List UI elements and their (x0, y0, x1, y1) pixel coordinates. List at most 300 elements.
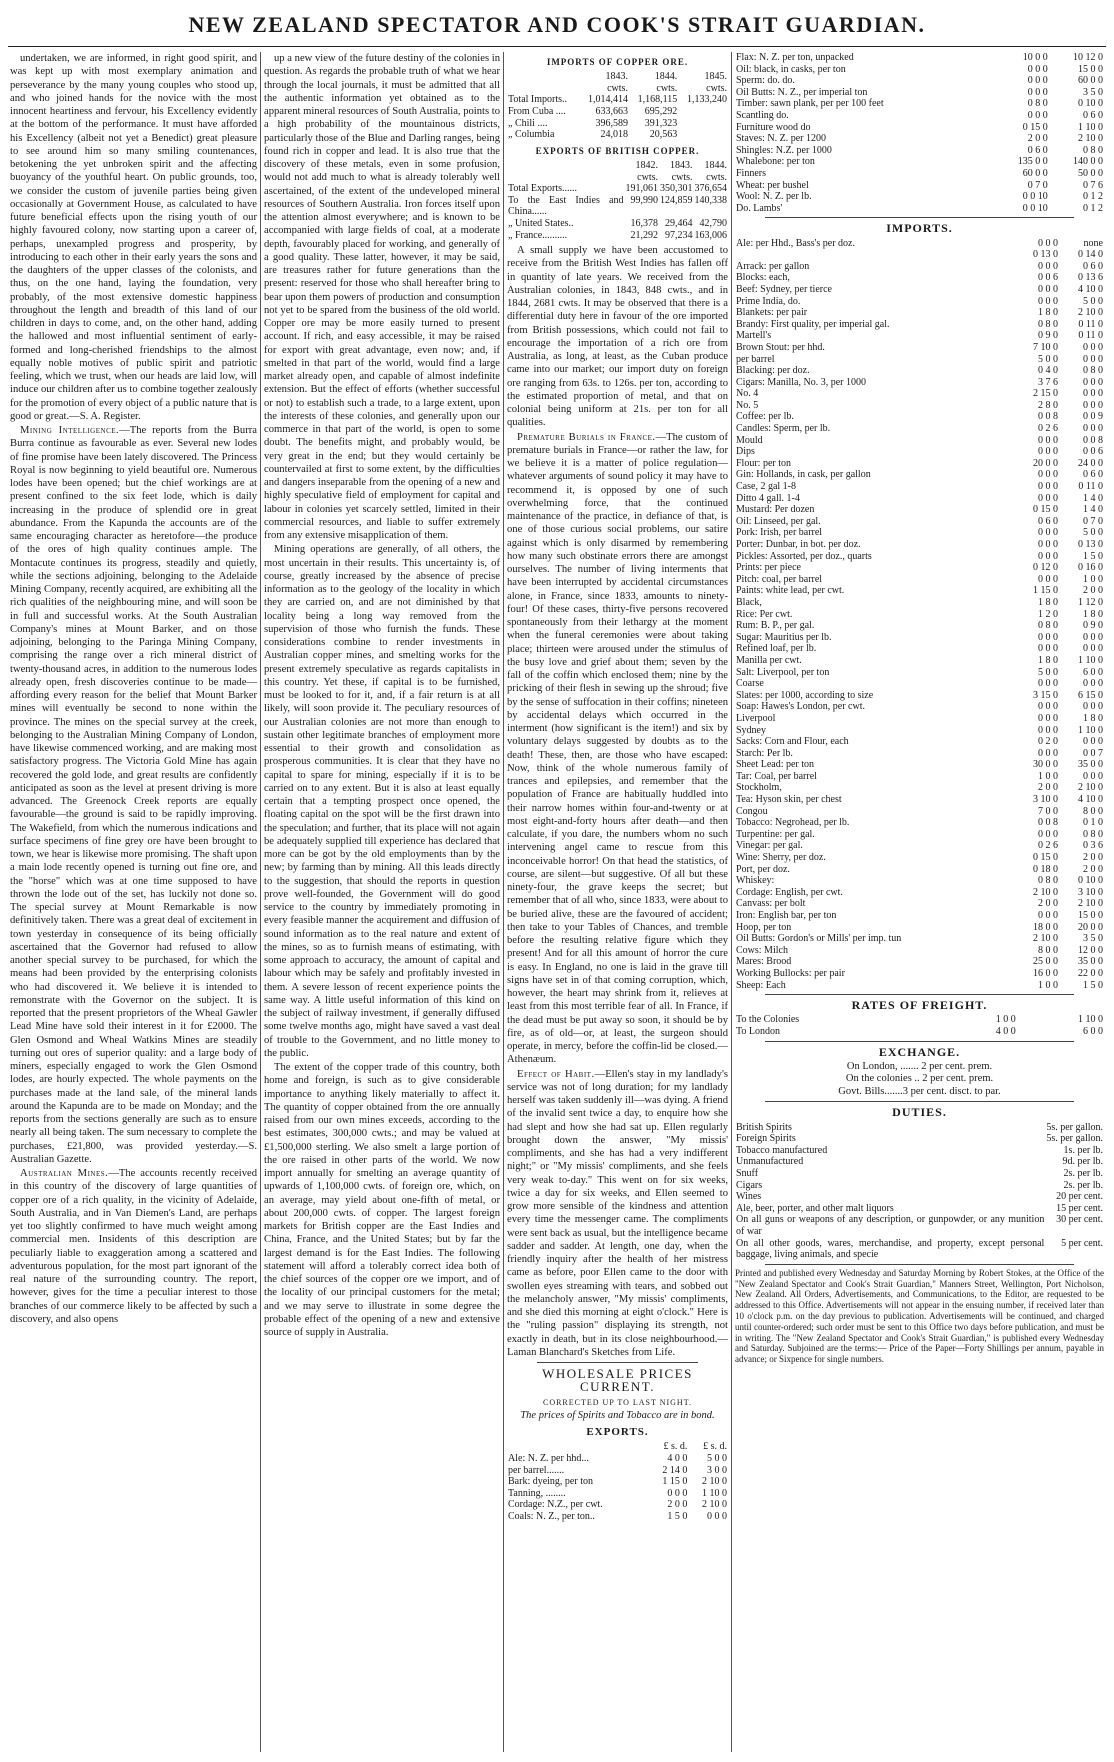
value-cell: 4 0 0 (995, 1026, 1016, 1037)
article-heading: Premature Burials in France. (517, 431, 656, 443)
value-cell: 2 8 0 (1037, 399, 1058, 411)
row-label: per barrel....... (508, 1464, 565, 1476)
row-label (735, 249, 1014, 261)
value-cell: 50 0 0 (1078, 167, 1103, 179)
row-label: Snuff (736, 1167, 759, 1179)
section-separator (765, 217, 1074, 218)
row-label: To London (736, 1026, 781, 1037)
value-cell: 0 0 0 (1037, 747, 1058, 759)
imprint-notice: Printed and published every Wednesday and Saturday Morning by Robert Stokes, at the Office of the "New Zealand Spectator and Cook's Strait Guardian," Manners Street, Wellington, Port Nicholson, New Zealand. All Orders, Advertisements, and Communications, to the Editor, are requested to be addressed to this Office. Advertisements will not appear in the ensuing number, if received later than 10 o'clock p.m. on the day previous to publication. Advertisements will be continued, and charged until counter-ordered; such order must be sent to this Office two days before publication, and must be in writing. The "New Zealand Spectator and Cook's Strait Guardian," is published every Wednesday and Saturday. Subjoined are the terms:— Price of the Paper—Forty Shillings per annum, payable in advance; or Sixpence for single numbers. (735, 1267, 1104, 1365)
column-header: £ s. d. (663, 1441, 688, 1453)
value-cell: 135 0 0 (1017, 156, 1048, 168)
value-cell: 163,006 (694, 229, 727, 241)
value-cell: 4 10 0 (1078, 794, 1103, 806)
value-cell: 4 10 0 (1078, 283, 1103, 295)
table-row (507, 1499, 728, 1511)
row-label: Dips (736, 446, 755, 458)
value-cell: none (1083, 237, 1103, 249)
table-row (507, 129, 728, 141)
value-cell: 24,018 (600, 129, 628, 141)
imports-heading: IMPORTS. (886, 221, 953, 236)
value-cell: 21,292 (630, 229, 658, 241)
row-label: Porter: Dunbar, in bot. per doz. (736, 539, 861, 550)
column-divider (731, 52, 732, 1752)
value-cell: 1 4 0 (1083, 504, 1103, 516)
value-cell: 0 8 0 (1027, 98, 1048, 110)
table-row (735, 956, 1104, 968)
row-label: Brown Stout: per hhd. (736, 341, 825, 353)
row-label: Starch: Per lb. (736, 747, 793, 759)
value-cell: 0 0 0 (1083, 388, 1103, 400)
value-cell: 35 0 0 (1078, 759, 1103, 771)
value-cell: 3 5 0 (1083, 933, 1103, 945)
copper-imports-table (507, 71, 728, 141)
article-paragraph: Mining operations are generally, of all others, the most uncertain in their results. This uncertainty is, of course, greatly increased by the absence of precise information as to the geology of the locality in which they are carried on, and are not diminished by that locality being a long way removed from the supervision of those who furnish the funds. These considerations combine to render investments in Australian copper mines, and smelting works for the present extremely speculative as regards capitalists in this country. Yet these, if capital is to be furnished, must be looked to for it, and, if a fair return is at all likely, will soon provide it. The peculiary resources of our Australian colonies are not more than enough to sustain other legitimate branches of employment more essential to their growth and consolidation as prosperous communities. It is clear that they have no capital to spare for mining, especially if it is to be carried on to any extent. But it is also at least equally certain that a tempting prospect once opened, the floating capital on the spot will be the first drawn into the speculation; and further, that its place will not again be adequately supplied till experience has declared that more can be got by the old employments than by the new; by farming than by mining. All this leads directly to the suggestion, that should the reports in question prove well-founded, the Government will do good service to the country by immediately promoting in every feasible manner the acquirement and diffusion of sound information as to the real nature and extent of the mines, so as to furnish means of estimating, with some approach to accuracy, the amount of capital and labour which may be safely and profitably invested in them. A severe lesson of recent experience points the same way. A little useful information of this kind on the subject of railway investment, if generally diffused some twelve months ago, might have saved a vast deal of trouble to the Government, and no little money to the public. (264, 544, 500, 1059)
row-label: Liverpool (736, 712, 776, 724)
value-cell: 12 0 0 (1078, 944, 1103, 956)
article-mining-intelligence (10, 424, 257, 1166)
article-heading: Mining Intelligence. (20, 425, 120, 436)
value-cell (678, 129, 728, 141)
table-row (735, 354, 1104, 366)
column-3 (507, 52, 728, 1523)
value-cell: 0 0 7 (1083, 747, 1103, 759)
table-row (507, 1511, 728, 1523)
value-cell: 1 0 0 (995, 1014, 1016, 1026)
value-cell: 0 0 0 (1037, 573, 1058, 585)
table-row (735, 249, 1104, 261)
value-cell: 0 8 0 (1037, 318, 1058, 330)
value-cell: 2 0 0 (1037, 782, 1058, 794)
row-label: Sacks: Corn and Flour, each (736, 736, 849, 748)
row-label: Ditto 4 gall. 1-4 (736, 492, 800, 504)
value-cell: 0 4 0 (1037, 365, 1058, 377)
year-cell: 1844. (654, 71, 678, 83)
exchange-row: Govt. Bills.......3 per cent. disct. to par. (838, 1085, 1001, 1097)
table-row (735, 887, 1104, 899)
table-row (735, 609, 1104, 621)
value-cell: 3 5 0 (1083, 86, 1103, 98)
table-row (735, 75, 1104, 87)
table-row (735, 1214, 1104, 1237)
row-label: „ France.......... (508, 229, 568, 241)
value-cell: 2 0 0 (1027, 133, 1048, 145)
article-heading: Australian Mines. (20, 1168, 109, 1179)
table-row (735, 782, 1104, 794)
table-row (735, 87, 1104, 99)
table-row (735, 585, 1104, 597)
row-label: Prints: per piece (736, 562, 801, 574)
row-label: Soap: Hawes's London, per cwt. (736, 701, 865, 713)
table-row (735, 910, 1104, 922)
table-row (735, 122, 1104, 134)
value-cell: 0 7 6 (1083, 179, 1103, 191)
table-row (735, 562, 1104, 574)
value-cell: 0 0 0 (1037, 643, 1058, 655)
table-row (735, 945, 1104, 957)
table-row (735, 411, 1104, 423)
value-cell: 5 per cent. (1061, 1237, 1103, 1249)
row-label: Arrack: per gallon (736, 260, 810, 272)
value-cell: 391,323 (644, 117, 678, 129)
row-label: Stockholm, (736, 782, 782, 794)
row-label: Iron: English bar, per ton (736, 910, 837, 921)
value-cell: 0 16 0 (1078, 562, 1103, 574)
table-row (735, 435, 1104, 447)
imports-prices-table (735, 238, 1104, 992)
unit-cell: cwts. (706, 82, 727, 94)
value-cell: 0 11 0 (1078, 481, 1103, 493)
row-label: Oil: Linseed, per gal. (736, 515, 821, 527)
row-label: Cordage: English, per cwt. (736, 886, 843, 898)
value-cell: 3 15 0 (1032, 689, 1058, 701)
value-cell: 1 15 0 (1032, 585, 1058, 597)
row-label: Pork: Irish, per barrel (736, 527, 823, 539)
row-label: Ale: per Hhd., Bass's per doz. (736, 237, 855, 249)
table-row (735, 771, 1104, 783)
table-row (735, 655, 1104, 667)
row-label: Tobacco: Negrohead, per lb. (736, 817, 850, 829)
table-row (735, 620, 1104, 632)
value-cell: 8 0 0 (1037, 944, 1058, 956)
table-row (507, 218, 728, 230)
table-row (735, 261, 1104, 273)
value-cell: 0 10 0 (1078, 98, 1103, 110)
row-label: Timber: sawn plank, per per 100 feet (736, 98, 884, 110)
row-label: Mares: Brood (736, 956, 792, 968)
value-cell: 0 0 0 (1037, 237, 1058, 249)
value-cell: 0 11 0 (1078, 330, 1103, 342)
table-row (507, 1476, 728, 1488)
value-cell: 1 0 0 (1037, 770, 1058, 782)
article-juvenile-party: undertaken, we are informed, in right good spirit, and was kept up with most exemplary animation and perseverance by the many young couples who stood up, and who joined hands for the novice with the most innocent heartiness and fervour, his Excellency evidently at the bottom of the performance. It must have afforded his Excellency (albeit not yet a Benedict) great pleasure to see around him so many smiling countenances, betokening the yet unbroken spirit and the affecting buoyancy of the youthful heart. On public grounds, too, we consider the custom of juvenile parties being given occasionally at Government House, as calculated to have future beneficial effects upon the rising youth of our highly favoured colony, now starting upon a career of, perhaps, unexampled progress and prosperity, by introducing to each other in their early years the sons and the daughters of the upper classes of the colonists, and thus, on the one hand, laying the foundation, very probably, of the most extensive domestic happiness throughout the length and breadth of this land of our children in days to come, and, on the other hand, adding the hallowed and most influential sentiment of early-formed and long-cherished friendships to the almost equally noble motives of public spirit and patriotic feeling, which we trust, when our heads are laid low, will induce our children after us to combine together zealously for the promotion of every object of a public nature that is good or great.—S. A. Register. (10, 53, 257, 422)
row-label: Port, per doz. (736, 863, 790, 875)
value-cell: 0 0 0 (1037, 527, 1058, 539)
value-cell: 25 0 0 (1032, 956, 1058, 968)
table-row (735, 284, 1104, 296)
prices-current-note: The prices of Spirits and Tobacco are in bond. (520, 1409, 715, 1421)
article-body: —The accounts recently received in this country of the discovery of large quantities of copper ore of a rich quality, in the vicinity of Adelaide, South Australia, and in Van Diemen's Land, are perhaps yet too slightly confirmed to have much weight among commercial men. Insidents of this description are peculiarly liable to exaggeration among a scattered and adventurous population, for the most part ignorant of the real nature of the surrounding country. The report, however, gives for the time a peculiar interest to those branches of our commerce likely to be affected by such a discovery, and also opens (10, 1168, 257, 1325)
table-row (735, 272, 1104, 284)
prices-current-subtitle: CORRECTED UP TO LAST NIGHT. (542, 1397, 692, 1407)
value-cell: 0 0 0 (1027, 109, 1048, 121)
value-cell: 0 0 0 (1037, 701, 1058, 713)
value-cell: 0 6 0 (1083, 260, 1103, 272)
value-cell: 5 0 0 (707, 1453, 727, 1465)
value-cell: 0 0 0 (1027, 86, 1048, 98)
value-cell: 22 0 0 (1078, 967, 1103, 979)
row-label: Mustard: Per dozen (736, 504, 815, 516)
row-label: Black, (736, 596, 762, 608)
value-cell: 3 10 0 (1032, 794, 1058, 806)
unit-cell: cwts. (671, 171, 693, 183)
value-cell: 0 0 0 (1083, 678, 1103, 690)
row-label: Cows: Milch (736, 944, 788, 956)
value-cell: 0 0 0 (1083, 376, 1103, 388)
value-cell: 0 1 2 (1083, 202, 1103, 214)
table-row (735, 388, 1104, 400)
value-cell: 20 0 0 (1078, 921, 1103, 933)
table-row (735, 493, 1104, 505)
row-label: Oil: black, in casks, per ton (736, 63, 846, 75)
value-cell: 0 8 0 (1083, 828, 1103, 840)
value-cell: 0 0 0 (1037, 712, 1058, 724)
table-row (735, 307, 1104, 319)
row-label: Hoop, per ton (736, 921, 792, 933)
table-row (735, 98, 1104, 110)
table-row (735, 423, 1104, 435)
row-label: Total Exports...... (508, 183, 578, 195)
value-cell: 0 6 0 (1037, 515, 1058, 527)
section-separator (537, 1362, 698, 1363)
row-label: Case, 2 gal 1-8 (736, 481, 796, 493)
duties-heading: DUTIES. (892, 1105, 947, 1120)
row-label: Whalebone: per ton (736, 156, 815, 168)
value-cell: 0 0 0 (1083, 423, 1103, 435)
value-cell: 0 1 0 (1083, 817, 1103, 829)
exchange-row: On the colonies .. 2 per cent. prem. (845, 1073, 994, 1085)
row-label: To the East Indies and China...... (508, 194, 624, 218)
value-cell: 0 3 6 (1083, 840, 1103, 852)
table-row (735, 701, 1104, 713)
table-row (735, 377, 1104, 389)
value-cell: 0 0 0 (1037, 492, 1058, 504)
unit-cell: cwts. (706, 171, 727, 183)
row-label: Scantling do. (736, 109, 789, 121)
row-label: Wool: N. Z. per lb. (736, 191, 812, 203)
table-row (507, 106, 728, 118)
value-cell: 0 0 0 (1083, 736, 1103, 748)
value-cell: 10 0 0 (1022, 52, 1048, 63)
column-4 (735, 52, 1104, 1365)
unit-cell: cwts. (656, 82, 678, 94)
value-cell: 3 0 0 (707, 1464, 727, 1476)
section-separator (765, 1264, 1074, 1265)
table-row (735, 980, 1104, 992)
table-row (735, 1014, 1104, 1026)
value-cell: 0 0 0 (1037, 481, 1058, 493)
table-row (507, 1453, 728, 1465)
article-effect-of-habit (507, 1068, 728, 1360)
value-cell: 2 14 0 (662, 1464, 688, 1476)
article-premature-burials (507, 431, 728, 1067)
value-cell: 0 0 0 (1037, 434, 1058, 446)
value-cell: 1,168,115 (637, 94, 678, 106)
table-row (735, 551, 1104, 563)
value-cell: 0 0 0 (1037, 550, 1058, 562)
value-cell: 376,654 (694, 183, 727, 195)
value-cell (678, 118, 728, 130)
row-label: Turpentine: per gal. (736, 828, 815, 840)
value-cell: 2 10 0 (702, 1476, 727, 1488)
year-cell: 1843. (670, 160, 693, 172)
value-cell: 0 0 0 (1027, 63, 1048, 75)
value-cell: 0 2 6 (1037, 840, 1058, 852)
row-label: Cigars: Manilla, No. 3, per 1000 (736, 376, 866, 388)
table-header-row (507, 160, 728, 172)
row-label: Prime India, do. (736, 295, 801, 307)
article-body: —The reports from the Burra Burra continue as favourable as ever. Several new lodes of fine promise have been lately discovered. The Princess Royal is now beginning to yield beautiful ore. Numerous lodes have been opened; but the chief workings are at present confined to the six feet lode, which is daily increasing in the produce of splendid ore in great abundance. From the Kapunda the accounts are of the same encouraging character as heretofore—the produce of the ores of high quality continues ample. The Montacute continues its progress, steadily and quietly, while the sections adjoining, belonging to the Adelaide Mining Company, recently acquired, are exhibiting all the rich qualities of the neighbouring mine, and will soon be in full and successful works. At the South Australian Company's mines at Mount Barker, and on those adjoining, belonging to the Paringa Mining Company, comprising the range over a rich mineral district of twenty-thousand acres, in addition to the numerous lodes already open, fresh discoveries continue to be made—affording every reason for the belief that Mount Barker mines will eventually be second to none within the province. The mines on the special survey at the creek, belonging to the Australian Mining Company of London, have likewise commenced working, and are making most satisfactory progress. The Victoria Gold Mine has again recovered the gold lode, and great results are confidently anticipated as soon as the level at present driving is more advanced. The Greenock Creek reports are equally favourable—the ground is said to be rapidly improving. The Wakefield, from which the numerous indications and surface specimens of fine grey ore have been brought to town, we hear is likewise more promising. The shaft upon a main lode recently opened is turning out fine ore, and the "horse" which was at one time supposed to have thrown the lode out of the set, has luckily not done so. The special survey at Mount Remarkable is now definitively taken. There was a great deal of excitement in town yesterday in consequence of its being officially ascertained that the Governor had refused to allow another special survey to be purchased, for which the means had been provided by the enterprising colonists who had discovered it. We believe it is intended to remonstrate with the Governor on the subject. It is reported that the present proprietors of the Wheal Gawler Lead Mine have sold their interest in it for £2000. The Glen Osmond and Wheal Watkins Mines are steadily turning out ores of superior quality: and a large body of miners, especially engaged to work the Glen Osmond lodes, are hourly expected. The whole payments on the purchases made at the land sale, of the mineral lands around the Kapunda are to be made on Monday; and the reports from the sections generally are such as to ensure nearly all being taken. The sum necessary to complete the purchases, £21,800, was provided yesterday.—S. Australian Gazette. (10, 425, 257, 1165)
value-cell: 60 0 0 (1022, 167, 1048, 179)
table-row (735, 516, 1104, 528)
value-cell: 695,292 (644, 106, 678, 118)
table-row (735, 191, 1104, 203)
value-cell: 0 0 0 (1037, 724, 1058, 736)
row-label: Ale, beer, porter, and other malt liquors (736, 1202, 894, 1214)
value-cell: 15 0 0 (1078, 910, 1103, 921)
year-cell: 1842. (635, 160, 658, 172)
table-row (735, 110, 1104, 122)
value-cell: 2 0 0 (1083, 852, 1103, 864)
value-cell: 29,464 (665, 218, 693, 230)
table-row (735, 725, 1104, 737)
row-label: Tobacco manufactured (736, 1144, 828, 1156)
value-cell: 6 15 0 (1078, 689, 1103, 701)
row-label: Do. Lambs' (736, 202, 783, 214)
table-row (735, 817, 1104, 829)
row-label: Tanning, ........ (508, 1487, 566, 1499)
value-cell: 0 18 0 (1032, 863, 1058, 875)
value-cell: 1 8 0 (1037, 654, 1058, 666)
table-row (735, 1180, 1104, 1192)
value-cell: 0 0 9 (1083, 411, 1103, 423)
newspaper-title: NEW ZEALAND SPECTATOR AND COOK'S STRAIT GUARDIAN. (188, 12, 926, 37)
value-cell: 0 0 0 (1037, 446, 1058, 458)
table-row (735, 933, 1104, 945)
table-row (735, 759, 1104, 771)
value-cell: 20,563 (649, 129, 678, 141)
row-label: No. 5 (736, 399, 759, 411)
value-cell: 2 0 0 (667, 1499, 688, 1511)
row-label: „ United States.. (508, 218, 574, 230)
value-cell: 9d. per lb. (1062, 1156, 1103, 1168)
value-cell: 42,790 (699, 218, 727, 230)
value-cell: 1 10 0 (1078, 121, 1103, 133)
value-cell: 1,133,240 (687, 94, 727, 106)
row-label: Furniture wood do (736, 121, 811, 133)
value-cell: 1 8 0 (1083, 712, 1103, 724)
table-row (735, 1203, 1104, 1215)
row-label: Blocks: each, (736, 272, 790, 284)
table-header-row (507, 71, 728, 83)
table-row (735, 748, 1104, 760)
value-cell: 0 0 6 (1083, 446, 1103, 458)
value-cell: 0 13 0 (1078, 539, 1103, 550)
year-cell: 1843. (605, 71, 628, 83)
table-row (507, 1488, 728, 1500)
value-cell: 0 6 0 (1027, 144, 1048, 156)
value-cell: 2 0 0 (1037, 898, 1058, 910)
exchange-heading: EXCHANGE. (878, 1044, 961, 1059)
value-cell: 0 0 0 (1083, 701, 1103, 713)
row-label: Finners (736, 167, 766, 179)
value-cell: 0 8 0 (1083, 144, 1103, 156)
duties-table (735, 1122, 1104, 1261)
table-row (735, 1145, 1104, 1157)
table-row (735, 852, 1104, 864)
value-cell: 2 10 0 (1078, 782, 1103, 794)
row-label: per barrel (736, 353, 775, 365)
value-cell: 2 15 0 (1032, 388, 1058, 400)
year-cell: 1845. (704, 71, 727, 83)
value-cell: 0 0 0 (1037, 631, 1058, 643)
row-label: Unmanufactured (736, 1156, 804, 1168)
table-unit-row (507, 172, 728, 184)
value-cell: 2s. per lb. (1063, 1179, 1103, 1191)
value-cell: 124,859 (660, 194, 693, 206)
value-cell: 0 6 0 (1083, 469, 1103, 481)
value-cell: 1,014,414 (587, 94, 628, 106)
table-row (735, 678, 1104, 690)
row-label: Sperm: do. do. (736, 75, 795, 87)
value-cell: 0 0 0 (1037, 295, 1058, 307)
value-cell: 0 0 0 (1037, 910, 1058, 921)
article-paragraph: A small supply we have been accustomed to receive from the British West Indies has fallen off in quantity of late years. We received from the Australian colonies, in 1843, 848 cwts., and in 1844, 2681 cwts. It may be observed that there is a differential duty here in favour of the ore imported from British possessions, which could not fail to encourage the importation of a rich ore from Australia, as long, at least, as the Cuban produce came into our market; our import duty on foreign ore ranging from 63s. to 126s. per ton, according to the estimated proportion of metal, and that on colonial being uniform at 21s. per ton for all qualities. (507, 245, 728, 429)
table-unit-row (507, 83, 728, 95)
table-row (735, 342, 1104, 354)
value-cell: 0 0 0 (707, 1511, 727, 1523)
value-cell: 0 11 0 (1078, 318, 1103, 330)
value-cell: 350,301 (660, 183, 693, 195)
value-cell: 18 0 0 (1032, 921, 1058, 933)
table-row (507, 230, 728, 242)
row-label: Vinegar: per gal. (736, 840, 803, 852)
value-cell: 0 0 0 (1037, 469, 1058, 481)
article-body: —Ellen's stay in my landlady's service was not of long duration; for my landlady herself was taken suddenly ill—was dying. A friend of the invalid sent twice a day, to enquire how she had slept and how she had sat up. Ellen regularly brought down the answer, "My missis' compliments, and she has had a very indifferent night;" or "My missis' compliments, and she feels very weak to-day." This went on for six weeks, twice a day for six weeks, and Ellen seemed to grow more sensible of the kindness and attention every time the messenger came. The compliments were sent back as usual, but the intelligence became sadder and sadder. At length, one day, when the friendly inquiry after the health of her mistress came as before, poor Ellen came to the door with swollen eyes streaming with tears, and sobbed out the melancholy answer, "My missis' compliments, and she died this morning at eight o'clock." Here is the "ruling passion" displaying its strength, not exactly in death, but in its close neighbourhood.—Laman Blanchard's Sketches from Life. (507, 1068, 728, 1358)
value-cell: 1 0 0 (1083, 573, 1103, 585)
value-cell: 0 0 0 (1083, 353, 1103, 365)
value-cell: 0 14 0 (1078, 249, 1103, 261)
table-row (735, 539, 1104, 551)
table-row (735, 238, 1104, 250)
table-header-row (507, 1441, 728, 1453)
table-row (735, 504, 1104, 516)
value-cell: 140,338 (694, 194, 727, 206)
row-label: Coals: N. Z., per ton.. (508, 1511, 595, 1523)
table-row (507, 94, 728, 106)
value-cell: 1 2 0 (1037, 608, 1058, 620)
value-cell: 0 0 10 (1022, 202, 1048, 214)
table-row (735, 690, 1104, 702)
table-row (735, 643, 1104, 655)
table-row (735, 736, 1104, 748)
value-cell: 5 0 0 (1083, 527, 1103, 539)
table-row (735, 597, 1104, 609)
value-cell: 1 5 0 (667, 1511, 688, 1523)
value-cell: 0 0 0 (1027, 75, 1048, 87)
value-cell: 1 8 0 (1083, 608, 1103, 620)
value-cell: 0 0 0 (667, 1487, 688, 1499)
masthead-rule (8, 46, 1106, 47)
value-cell: 0 9 0 (1083, 620, 1103, 632)
value-cell: 0 15 0 (1032, 504, 1058, 516)
value-cell: 0 13 0 (1032, 249, 1058, 261)
row-label: Wines (736, 1191, 762, 1203)
value-cell: 7 10 0 (1032, 341, 1058, 353)
unit-cell: cwts. (607, 82, 628, 94)
row-label: To the Colonies (736, 1014, 800, 1026)
copper-exports-table (507, 160, 728, 241)
value-cell: 1 10 0 (1078, 724, 1103, 736)
value-cell: 0 9 0 (1037, 330, 1058, 342)
value-cell: 0 2 6 (1037, 423, 1058, 435)
value-cell: 2 10 0 (1032, 933, 1058, 945)
row-label: Coffee: per lb. (736, 411, 794, 423)
row-label: Wheat: per bushel (736, 179, 809, 191)
value-cell: 1 5 0 (1083, 550, 1103, 562)
value-cell: 140 0 0 (1073, 156, 1103, 168)
value-cell: 20 0 0 (1032, 457, 1058, 469)
